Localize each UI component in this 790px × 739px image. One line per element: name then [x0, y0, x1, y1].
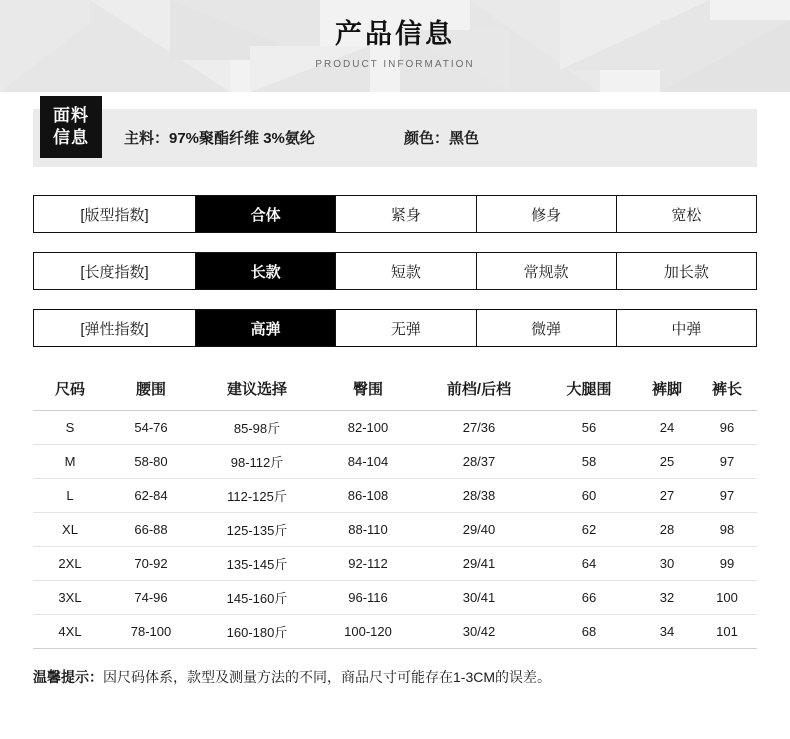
cell-waist: 58-80: [107, 445, 195, 479]
cell-recommendation: 145-160斤: [195, 581, 319, 615]
cell-size: 2XL: [33, 547, 107, 581]
index-rows-group: [33, 195, 757, 347]
cell-hip: 100-120: [319, 615, 417, 649]
cell-thigh: 60: [541, 479, 637, 513]
table-row: [33, 479, 757, 513]
cell-length: 97: [697, 445, 757, 479]
cell-rise: 28/37: [417, 445, 541, 479]
cell-leg-opening: 30: [637, 547, 697, 581]
fit-index-row: [33, 195, 757, 233]
cell-waist: 70-92: [107, 547, 195, 581]
table-row: [33, 411, 757, 445]
cell-recommendation: 160-180斤: [195, 615, 319, 649]
cell-thigh: 56: [541, 411, 637, 445]
cell-leg-opening: 28: [637, 513, 697, 547]
cell-recommendation: 98-112斤: [195, 445, 319, 479]
cell-waist: 54-76: [107, 411, 195, 445]
elasticity-index-option-1[interactable]: 无弹: [336, 310, 476, 346]
column-header-size: 尺码: [33, 369, 107, 411]
elasticity-index-option-0[interactable]: 高弹: [196, 310, 336, 346]
cell-size: L: [33, 479, 107, 513]
cell-rise: 29/41: [417, 547, 541, 581]
cell-recommendation: 85-98斤: [195, 411, 319, 445]
banner-text-block: [0, 0, 790, 70]
cell-hip: 86-108: [319, 479, 417, 513]
page-subtitle: PRODUCT INFORMATION: [315, 59, 475, 70]
cell-leg-opening: 27: [637, 479, 697, 513]
cell-rise: 30/41: [417, 581, 541, 615]
column-header-hip: 臀围: [319, 369, 417, 411]
fit-index-option-0[interactable]: 合体: [196, 196, 336, 232]
fit-index-option-1[interactable]: 紧身: [336, 196, 476, 232]
cell-rise: 27/36: [417, 411, 541, 445]
length-index-row: [33, 252, 757, 290]
table-row: [33, 445, 757, 479]
table-header-row: [33, 369, 757, 411]
cell-length: 100: [697, 581, 757, 615]
size-chart-table: [33, 369, 757, 649]
table-row: [33, 581, 757, 615]
cell-hip: 96-116: [319, 581, 417, 615]
cell-waist: 74-96: [107, 581, 195, 615]
cell-thigh: 58: [541, 445, 637, 479]
length-index-option-0[interactable]: 长款: [196, 253, 336, 289]
cell-recommendation: 125-135斤: [195, 513, 319, 547]
column-header-waist: 腰围: [107, 369, 195, 411]
table-row: [33, 547, 757, 581]
elasticity-index-row: [33, 309, 757, 347]
cell-leg-opening: 32: [637, 581, 697, 615]
cell-size: S: [33, 411, 107, 445]
cell-leg-opening: 24: [637, 411, 697, 445]
cell-leg-opening: 34: [637, 615, 697, 649]
column-header-recommendation: 建议选择: [195, 369, 319, 411]
fabric-info-badge: [40, 96, 102, 158]
cell-length: 98: [697, 513, 757, 547]
cell-waist: 66-88: [107, 513, 195, 547]
fit-index-option-3[interactable]: 宽松: [671, 206, 702, 224]
page-header-banner: [0, 0, 790, 92]
cell-length: 97: [697, 479, 757, 513]
cell-rise: 30/42: [417, 615, 541, 649]
cell-rise: 29/40: [417, 513, 541, 547]
cell-size: M: [33, 445, 107, 479]
cell-hip: 82-100: [319, 411, 417, 445]
fit-index-label: [版型指数]: [34, 196, 196, 232]
elasticity-index-option-2[interactable]: 微弹: [477, 310, 617, 346]
cell-length: 96: [697, 411, 757, 445]
cell-length: 101: [697, 615, 757, 649]
column-header-length: 裤长: [697, 369, 757, 411]
fabric-material-text: 主料：97%聚酯纤维 3%氨纶: [124, 130, 315, 147]
cell-thigh: 64: [541, 547, 637, 581]
cell-thigh: 68: [541, 615, 637, 649]
cell-hip: 92-112: [319, 547, 417, 581]
table-row: [33, 615, 757, 649]
cell-rise: 28/38: [417, 479, 541, 513]
cell-recommendation: 135-145斤: [195, 547, 319, 581]
cell-hip: 84-104: [319, 445, 417, 479]
column-header-leg-opening: 裤脚: [637, 369, 697, 411]
elasticity-index-option-3[interactable]: 中弹: [671, 320, 702, 338]
cell-waist: 62-84: [107, 479, 195, 513]
cell-recommendation: 112-125斤: [195, 479, 319, 513]
length-index-label: [长度指数]: [34, 253, 196, 289]
fabric-badge-line-1: 面料: [53, 106, 89, 125]
length-index-option-1[interactable]: 短款: [336, 253, 476, 289]
page-title: 产品信息: [335, 19, 455, 49]
column-header-rise: 前档/后档: [417, 369, 541, 411]
fabric-badge-line-2: 信息: [53, 128, 89, 147]
cell-thigh: 62: [541, 513, 637, 547]
fit-index-option-2[interactable]: 修身: [477, 196, 617, 232]
cell-leg-opening: 25: [637, 445, 697, 479]
cell-thigh: 66: [541, 581, 637, 615]
size-disclaimer-note: [33, 667, 757, 687]
note-label: 温馨提示：: [33, 669, 103, 685]
note-text: 因尺码体系，款型及测量方法的不同，商品尺寸可能存在1-3CM的误差。: [103, 669, 552, 685]
cell-hip: 88-110: [319, 513, 417, 547]
cell-size: 4XL: [33, 615, 107, 649]
fabric-color-text: 颜色：黑色: [404, 130, 480, 147]
length-index-option-2[interactable]: 常规款: [477, 253, 617, 289]
length-index-option-3[interactable]: 加长款: [663, 263, 709, 281]
cell-size: XL: [33, 513, 107, 547]
cell-length: 99: [697, 547, 757, 581]
column-header-thigh: 大腿围: [541, 369, 637, 411]
cell-size: 3XL: [33, 581, 107, 615]
table-row: [33, 513, 757, 547]
cell-waist: 78-100: [107, 615, 195, 649]
elasticity-index-label: [弹性指数]: [34, 310, 196, 346]
fabric-info-strip: [33, 106, 757, 167]
